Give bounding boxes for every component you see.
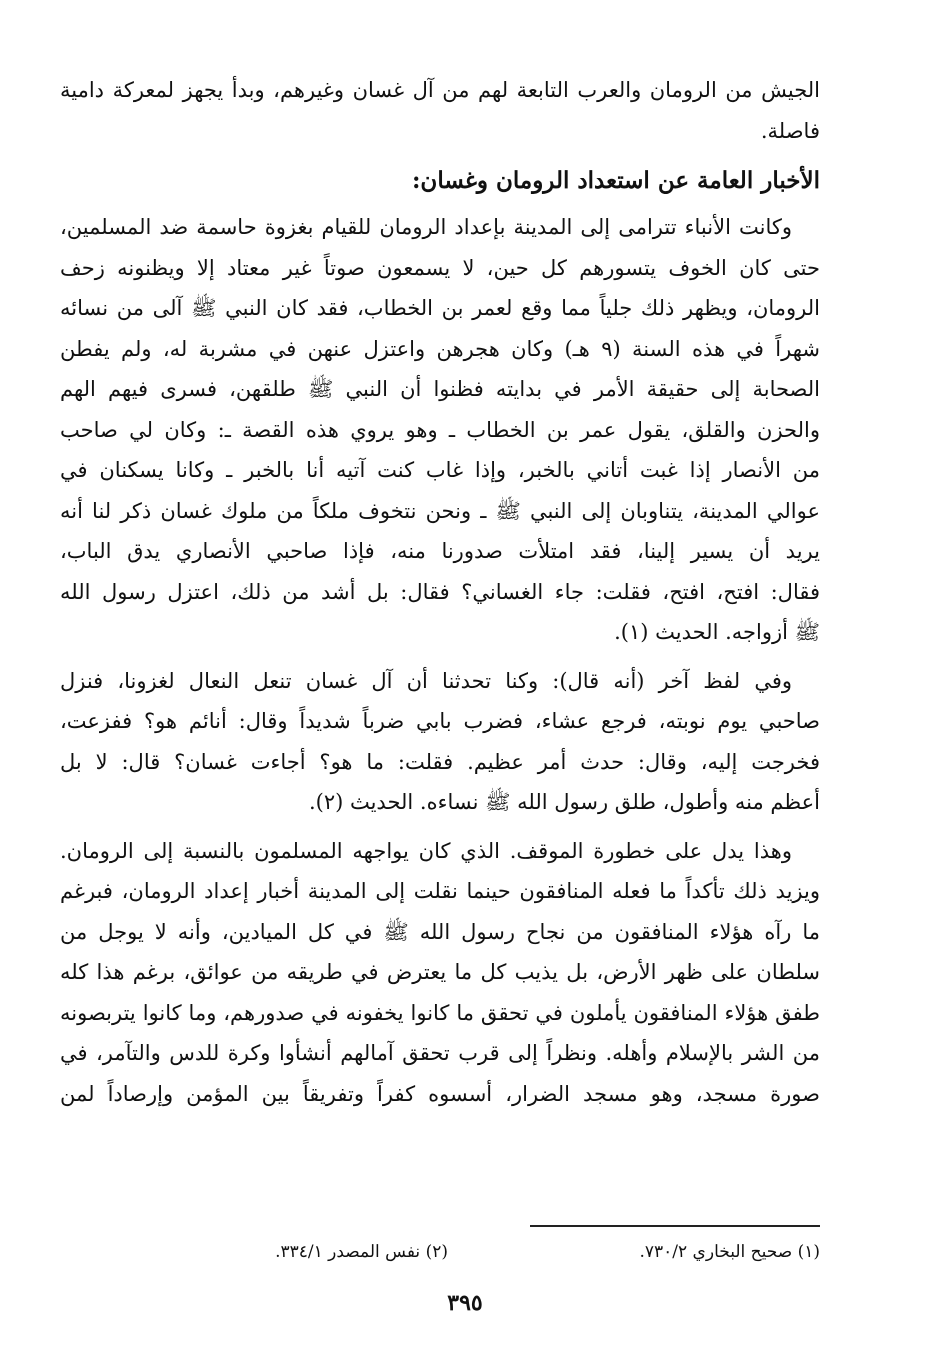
footnote-1: (١) صحيح البخاري ٧٣٠/٢.: [639, 1242, 820, 1262]
paragraph-2: [60, 661, 820, 823]
footnote-2: (٢) نفس المصدر ٣٣٤/١.: [275, 1242, 448, 1262]
paragraph-continuation: [60, 70, 820, 151]
paragraph-gap: [60, 653, 820, 661]
page-body: [60, 70, 820, 1330]
text-line: وكانت الأنباء تترامى إلى المدينة بإعداد الرومان للقيام بغزوة حاسمة ضد المسلمين،: [60, 215, 792, 239]
text-line: فاصلة.: [760, 118, 820, 143]
paragraph-3: [60, 831, 820, 1115]
footnote-divider: [530, 1225, 820, 1227]
text-line: طفق هؤلاء المنافقون يأملون في تحقق ما كانوا يخفونه في صدورهم، وما كانوا يتربصونه: [60, 1000, 820, 1025]
text-line: الصحابة إلى حقيقة الأمر في بدايته فظنوا أن النبي ﷺ طلقهن، فسرى فيهم الهم: [60, 377, 820, 401]
text-line: حتى كان الخوف يتسورهم كل حين، لا يسمعون صوتاً غير معتاد إلا ويظنونه زحف: [60, 255, 820, 280]
section-heading: الأخبار العامة عن استعداد الرومان وغسان:: [411, 167, 820, 194]
text-line: الرومان، ويظهر ذلك جلياً مما وقع لعمر بن الخطاب، فقد كان النبي ﷺ آلى من نسائه: [60, 296, 820, 320]
text-line: والحزن والقلق، يقول عمر بن الخطاب ـ وهو يروي هذه القصة ـ: وكان لي صاحب: [60, 417, 820, 442]
text-line: صورة مسجد، وهو مسجد الضرار، أسسوه كفراً وتفريقاً بين المؤمن وإرصاداً لمن: [60, 1081, 820, 1106]
text-line: وهذا يدل على خطورة الموقف. الذي كان يواجهه المسلمون بالنسبة إلى الرومان.: [60, 838, 792, 863]
text-line: سلطان على ظهر الأرض، بل يذيب كل ما يعترض في طريقه من عوائق، برغم هذا كله: [60, 960, 820, 984]
text-line: أعظم منه وأطول، طلق رسول الله ﷺ نساءه. الحديث (٢).: [308, 790, 820, 814]
text-line: وفي لفظ آخر (أنه قال): وكنا تحدثنا أن آل غسان تنعل النعال لغزونا، فنزل: [60, 668, 792, 693]
text-line: من الأنصار إذا غبت أتاني بالخبر، وإذا غاب كنت آتيه أنا بالخبر ـ وكانا يسكنان في: [60, 458, 820, 482]
text-line: فخرجت إليه، وقال: حدث أمر عظيم. فقلت: ما هو؟ أجاءت غسان؟ قال: لا بل: [60, 749, 820, 774]
text-line: ويزيد ذلك تأكداً ما فعله المنافقون حينما نقلت إلى المدينة أخبار إعداد الرومان، فبرغم: [60, 879, 820, 903]
text-line: فقال: افتح، افتح، فقلت: جاء الغساني؟ فقال: بل أشد من ذلك، اعتزل رسول الله: [60, 579, 820, 604]
text-line: ﷺ أزواجه. الحديث (١).: [614, 620, 820, 644]
text-line: عوالي المدينة، يتناوبان إلى النبي ﷺ ـ ونحن نتخوف ملكاً من ملوك غسان ذكر لنا أنه: [60, 498, 820, 523]
page-number: ٣٩٥: [447, 1290, 483, 1316]
paragraph-gap: [60, 823, 820, 831]
text-line: ما رآه هؤلاء المنافقون من نجاح رسول الله ﷺ في كل الميادين، وأنه لا يوجل من: [60, 919, 820, 944]
text-line: شهراً في هذه السنة (٩ هـ) وكان هجرهن واعتزل عنهن في مشربة له، ولم يفطن: [60, 336, 820, 361]
text-line: الجيش من الرومان والعرب التابعة لهم من آل غسان وغيرهم، وبدأ يجهز لمعركة دامية: [60, 78, 820, 102]
text-line: يريد أن يسير إلينا، فقد امتلأت صدورنا منه، فإذا صاحبي الأنصاري يدق الباب،: [60, 539, 820, 563]
paragraph-1: [60, 207, 820, 653]
footnotes: [60, 1235, 820, 1269]
text-line: صاحبي يوم نوبته، فرجع عشاء، فضرب بابي ضرباً شديداً وقال: أنائم هو؟ ففزعت،: [60, 709, 820, 733]
text-line: من الشر بالإسلام وأهله. ونظراً إلى قرب تحقق آمالهم أنشأوا وكرة للدس والتآمر، في: [60, 1041, 820, 1065]
